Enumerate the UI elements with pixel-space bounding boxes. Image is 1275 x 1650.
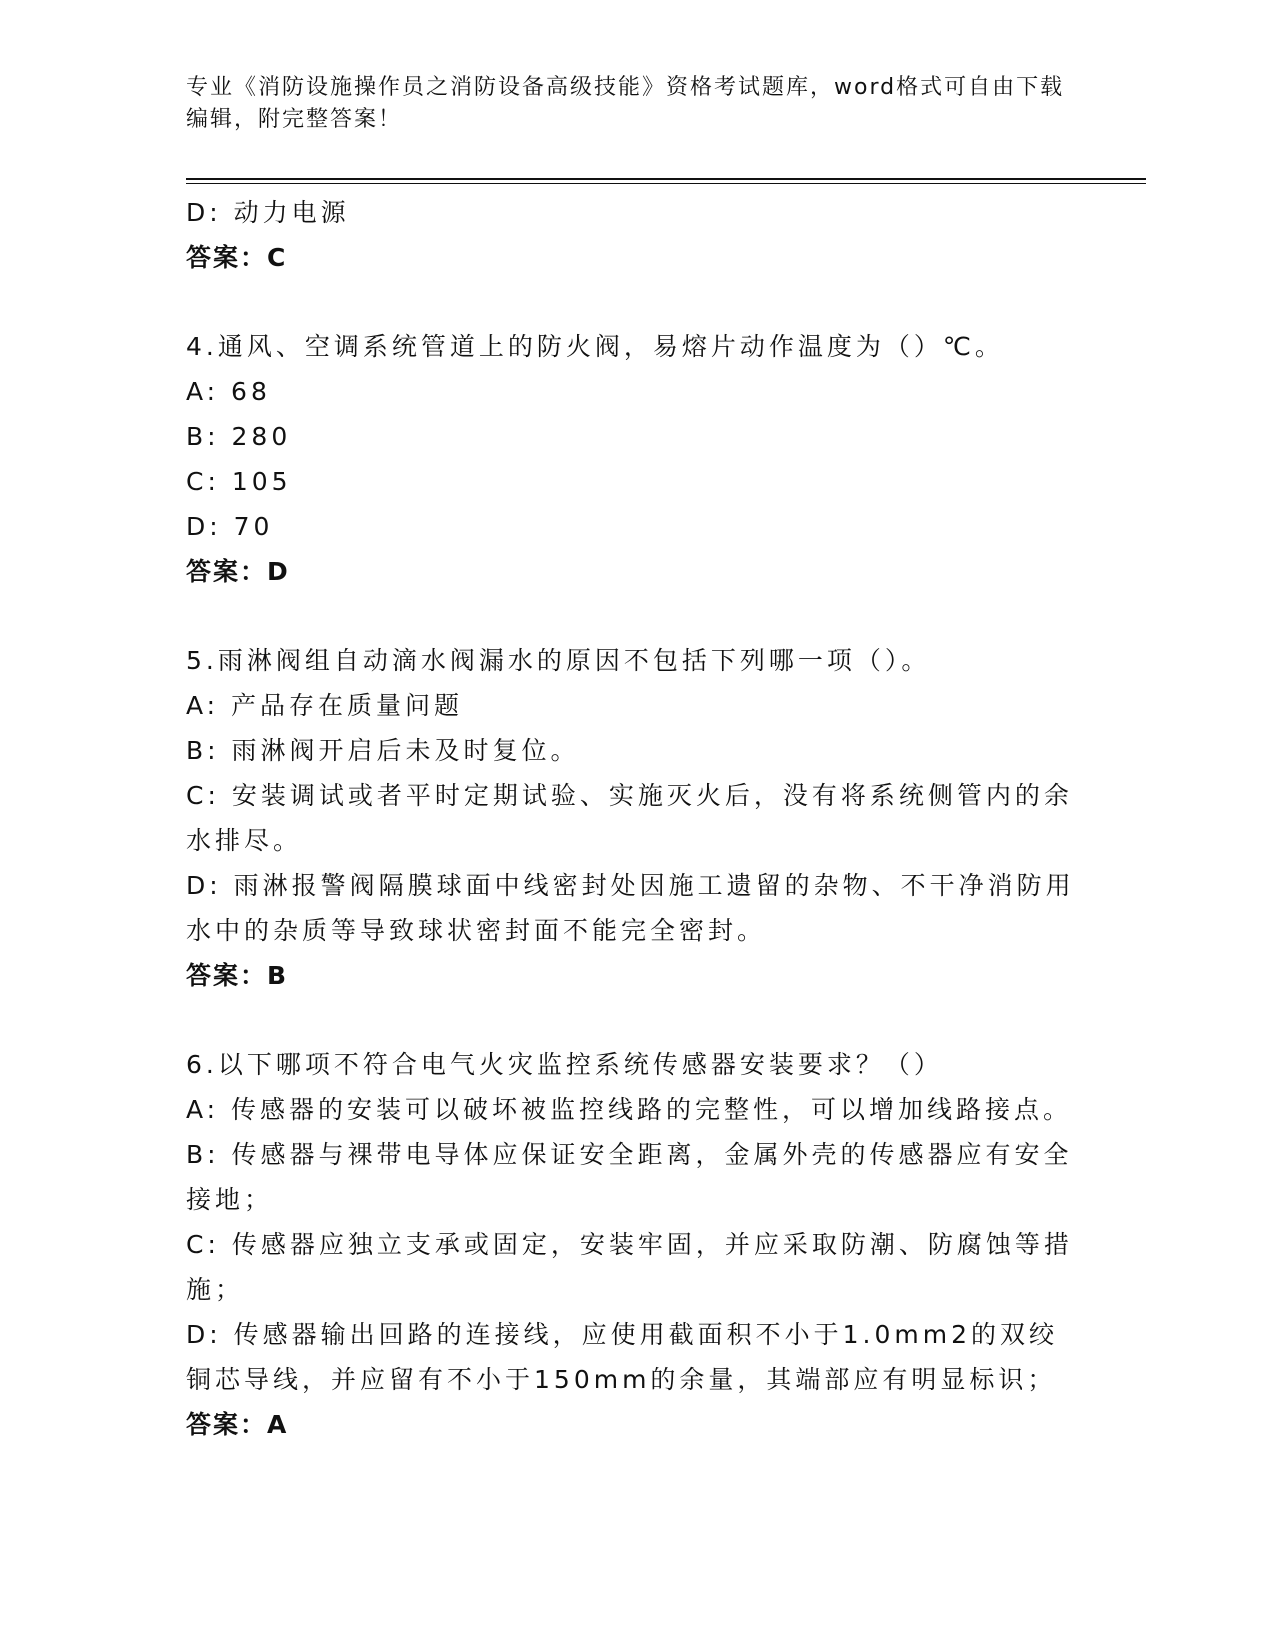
q5-option-c: C: 安装调试或者平时定期试验、实施灭火后，没有将系统侧管内的余水排尽。 bbox=[186, 781, 1073, 855]
q4-answer: 答案：D bbox=[186, 557, 290, 586]
q5-option-a: A: 产品存在质量问题 bbox=[186, 691, 464, 720]
q4-option-c: C: 105 bbox=[186, 467, 292, 496]
question-content bbox=[186, 190, 1086, 1447]
q5-answer: 答案：B bbox=[186, 961, 289, 990]
q5-stem: 5.雨淋阀组自动滴水阀漏水的原因不包括下列哪一项（）。 bbox=[186, 646, 931, 675]
q6-option-d: D: 传感器输出回路的连接线，应使用截面积不小于1.0mm2的双绞铜芯导线，并应留有不小于150mm的余量，其端部应有明显标识； bbox=[186, 1320, 1058, 1394]
q3-answer: 答案：C bbox=[186, 243, 288, 272]
q5-option-d: D: 雨淋报警阀隔膜球面中线密封处因施工遗留的杂物、不干净消防用水中的杂质等导致球状密封面不能完全密封。 bbox=[186, 871, 1075, 945]
q4-option-b: B: 280 bbox=[186, 422, 292, 451]
header-rule-thick bbox=[186, 178, 1146, 180]
q3-option-d: D: 动力电源 bbox=[186, 198, 350, 227]
q6-option-a: A: 传感器的安装可以破坏被监控线路的完整性，可以增加线路接点。 bbox=[186, 1095, 1073, 1124]
q6-answer: 答案：A bbox=[186, 1410, 289, 1439]
q5-option-b: B: 雨淋阀开启后未及时复位。 bbox=[186, 736, 580, 765]
q6-stem: 6.以下哪项不符合电气火灾监控系统传感器安装要求？（） bbox=[186, 1050, 943, 1079]
spacer bbox=[186, 594, 1086, 638]
q4-option-d: D: 70 bbox=[186, 512, 274, 541]
spacer bbox=[186, 998, 1086, 1042]
header-rule-thin bbox=[186, 183, 1146, 184]
q6-option-c: C: 传感器应独立支承或固定，安装牢固，并应采取防潮、防腐蚀等措施； bbox=[186, 1230, 1073, 1304]
q4-stem: 4.通风、空调系统管道上的防火阀，易熔片动作温度为（）℃。 bbox=[186, 332, 1004, 361]
document-header: 专业《消防设施操作员之消防设备高级技能》资格考试题库，word格式可自由下载编辑，附完整答案！ bbox=[186, 75, 1065, 132]
q4-option-a: A: 68 bbox=[186, 377, 271, 406]
q6-option-b: B: 传感器与裸带电导体应保证安全距离，金属外壳的传感器应有安全接地； bbox=[186, 1140, 1073, 1214]
spacer bbox=[186, 280, 1086, 324]
